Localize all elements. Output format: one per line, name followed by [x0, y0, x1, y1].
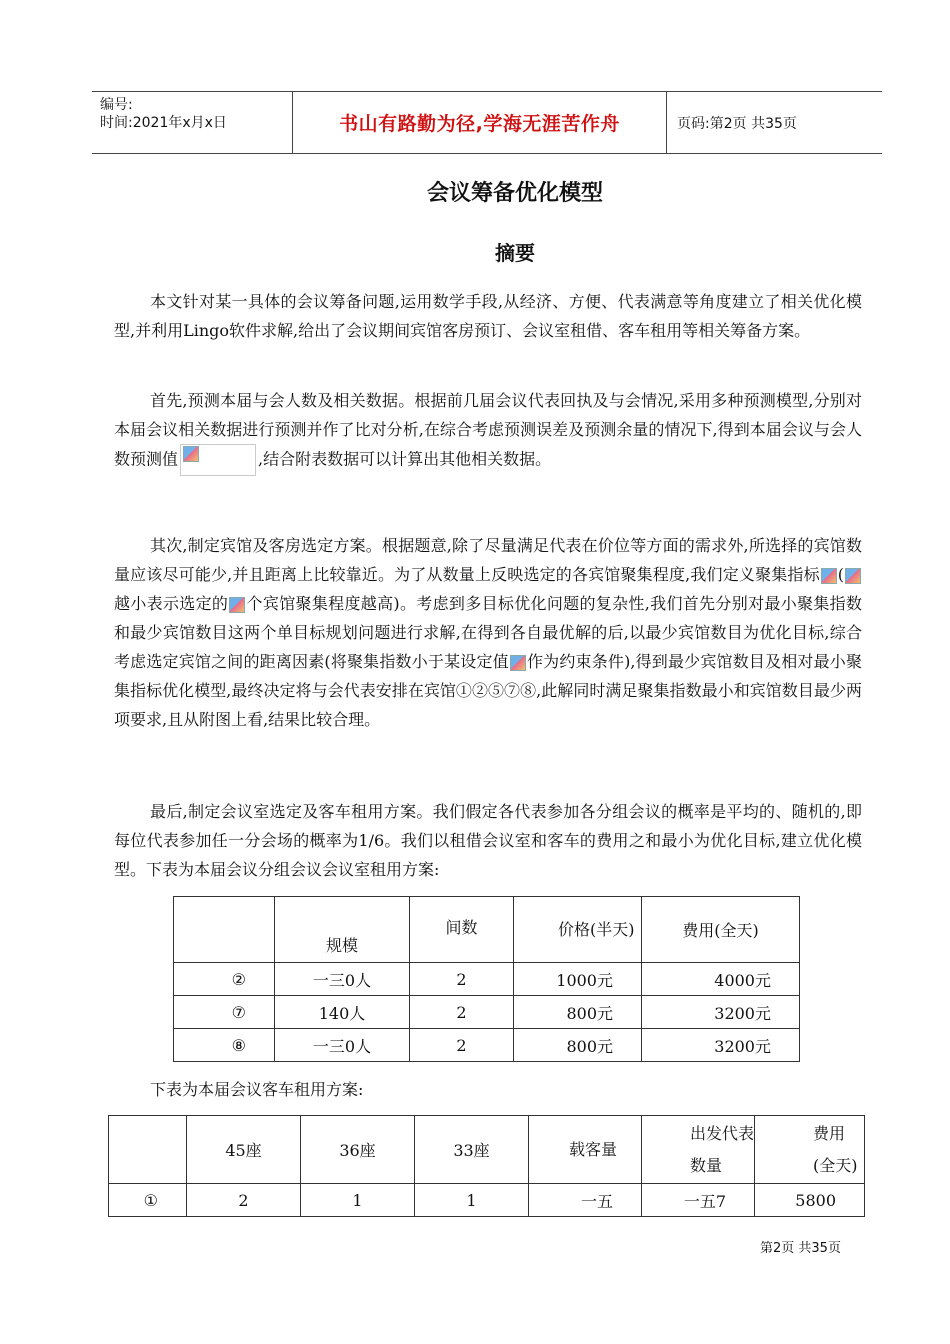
- table-header-cell: 出发代表数量: [642, 1116, 755, 1184]
- paragraph-prediction: 首先,预测本届与会人数及相关数据。根据前几届会议代表回执及与会情况,采用多种预测模型,分别对本届会议相关数据进行预测并作了比对分析,在综合考虑预测误差及预测余量的情况下,得到本届会议与会人数预测值 ,结合附表数据可以计算出其他相关数据。: [114, 386, 862, 476]
- broken-image-icon: [229, 597, 245, 613]
- table-header-cell: 33座: [415, 1116, 529, 1184]
- table-cell: 800元: [514, 996, 642, 1029]
- table-cell: ②: [174, 963, 275, 996]
- table-cell: 1000元: [514, 963, 642, 996]
- header-motto: 书山有路勤为径,学海无涯苦作舟: [293, 92, 667, 153]
- table-cell: 2: [187, 1184, 301, 1217]
- table-cell: 一三0人: [275, 963, 410, 996]
- table-row: [174, 963, 800, 996]
- table-cell: 1: [301, 1184, 415, 1217]
- table-header-cell: 间数: [410, 897, 514, 963]
- table-header-cell: 费用(全天): [755, 1116, 865, 1184]
- table-cell: 3200元: [642, 996, 800, 1029]
- table-header-row: [174, 897, 800, 963]
- broken-image-icon: [183, 446, 199, 462]
- abstract-heading: 摘要: [495, 241, 535, 265]
- table-header-cell: [174, 897, 275, 963]
- table-cell: 140人: [275, 996, 410, 1029]
- table-row: [109, 1184, 865, 1217]
- paragraph-meeting-room: 最后,制定会议室选定及客车租用方案。我们假定各代表参加各分组会议的概率是平均的、随机的,即每位代表参加任一分会场的概率为1/6。我们以租借会议室和客车的费用之和最小为优化目标,建立优化模型。下表为本届会议分组会议会议室租用方案:: [114, 802, 862, 879]
- page-footer: 第2页 共35页: [760, 1241, 841, 1256]
- table-header-cell: [109, 1116, 187, 1184]
- table-cell: ⑦: [174, 996, 275, 1029]
- table-cell: 4000元: [642, 963, 800, 996]
- table-header-cell: 费用(全天): [642, 897, 800, 963]
- table-header-cell: 45座: [187, 1116, 301, 1184]
- table-header-cell: 36座: [301, 1116, 415, 1184]
- table-cell: 5800: [755, 1184, 865, 1217]
- broken-image-icon: [821, 568, 837, 584]
- document-time-label: 时间:2021年x月x日: [100, 115, 227, 131]
- table-cell: 2: [410, 963, 514, 996]
- paragraph-hotel-selection: 其次,制定宾馆及客房选定方案。根据题意,除了尽量满足代表在价位等方面的需求外,所选择的宾馆数量应该尽可能少,并且距离上比较靠近。为了从数量上反映选定的各宾馆聚集程度,我们定义聚集指标 (越小表示选定的 个宾馆聚集程度越高)。考虑到多目标优化问题的复杂性,我们首先分别对最小聚集指数和最少宾馆数目这两个单目标规划问题进行求解,在得到各自最优解的后,以最少宾馆数目为优化目标,综合考虑选定宾馆之间的距离因素(将聚集指数小于某设定值 作为约束条件),得到最少宾馆数目及相对最小聚集指标优化模型,最终决定将与会代表安排在宾馆①②⑤⑦⑧,此解同时满足聚集指数最小和宾馆数目最少两项要求,且从附图上看,结果比较合理。: [114, 536, 862, 729]
- document-number-label: 编号:: [100, 97, 133, 113]
- formula-image-placeholder: [180, 444, 256, 476]
- table-cell: 一五: [529, 1184, 642, 1217]
- table-row: [174, 1029, 800, 1062]
- table-cell: 1: [415, 1184, 529, 1217]
- table-row: [174, 996, 800, 1029]
- table-header-cell: 价格(半天): [514, 897, 642, 963]
- table-cell: 一五7: [642, 1184, 755, 1217]
- bus-rental-table: [108, 1115, 865, 1217]
- table-cell: ①: [109, 1184, 187, 1217]
- header-page-number: 页码:第2页 共35页: [677, 115, 797, 132]
- paragraph-intro: 本文针对某一具体的会议筹备问题,运用数学手段,从经济、方便、代表满意等角度建立了相关优化模型,并利用Lingo软件求解,给出了会议期间宾馆客房预订、会议室租借、客车租用等相关筹备方案。: [114, 292, 862, 340]
- document-title: 会议筹备优化模型: [426, 181, 603, 206]
- table-cell: 3200元: [642, 1029, 800, 1062]
- table-header-cell: 规模: [275, 897, 410, 963]
- page-header: [92, 91, 882, 154]
- broken-image-icon: [510, 655, 526, 671]
- table-header-cell: 载客量: [529, 1116, 642, 1184]
- paragraph-bus-intro: 下表为本届会议客车租用方案:: [150, 1080, 364, 1099]
- broken-image-icon: [845, 568, 861, 584]
- table-cell: 2: [410, 1029, 514, 1062]
- table-cell: 一三0人: [275, 1029, 410, 1062]
- table-cell: 800元: [514, 1029, 642, 1062]
- header-meta: [92, 92, 293, 153]
- table-cell: ⑧: [174, 1029, 275, 1062]
- table-cell: 2: [410, 996, 514, 1029]
- meeting-room-table: [173, 896, 800, 1062]
- table-header-row: [109, 1116, 865, 1184]
